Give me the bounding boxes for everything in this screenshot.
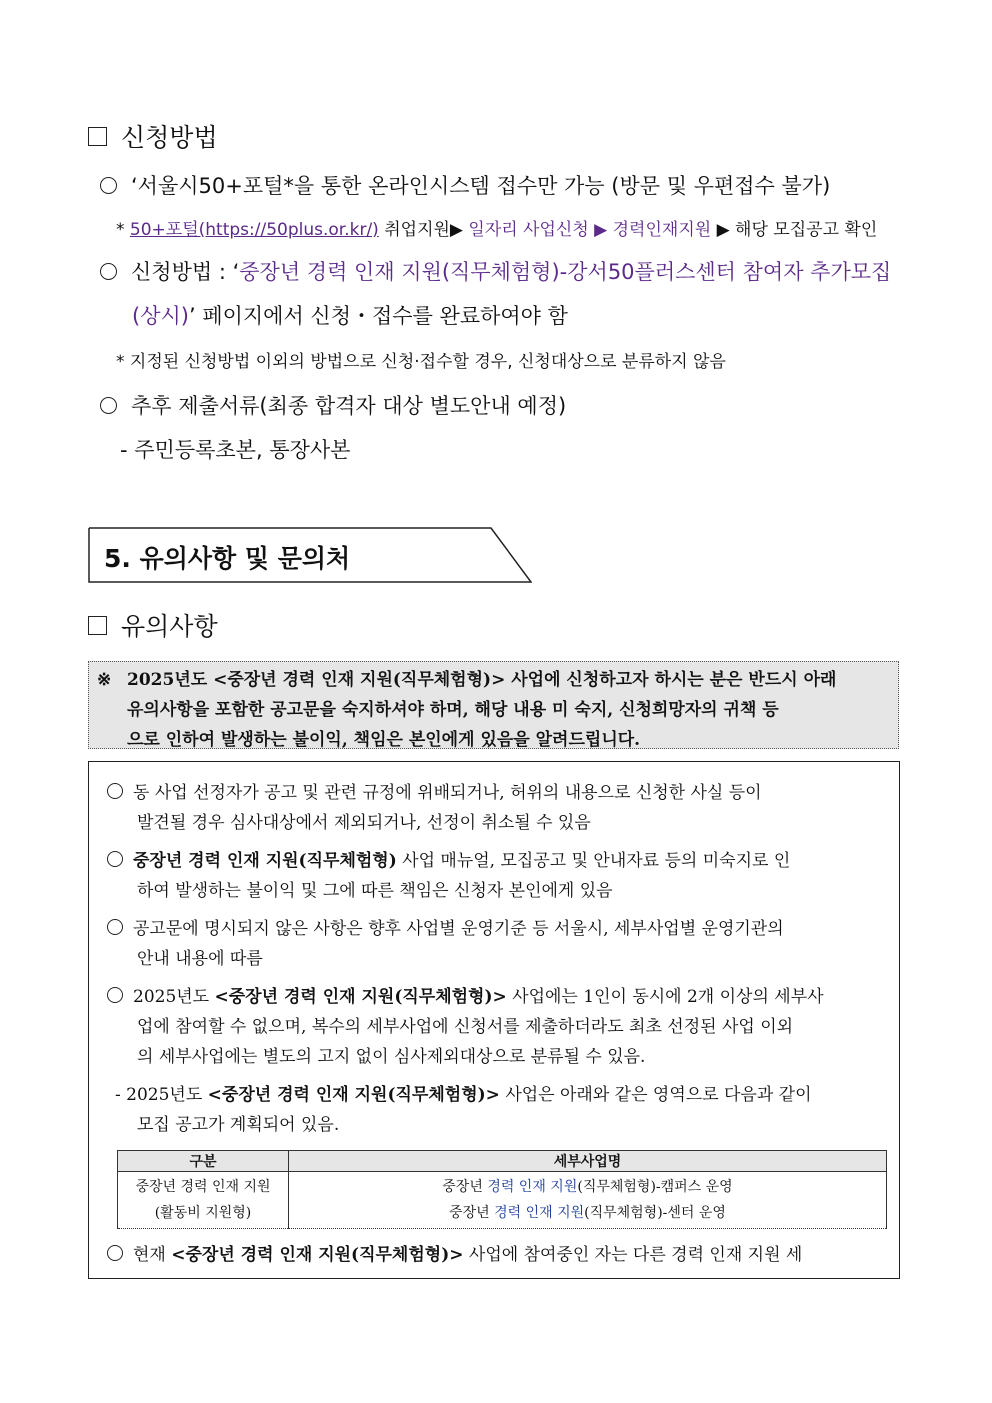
- precaution-2: 중장년 경력 인재 지원(직무체험형) 사업 매뉴얼, 모집공고 및 안내자료 등의 미숙지로 인 하여 발생하는 불이익 및 그에 따른 책임은 신청자 본인에게 있음: [107, 846, 885, 906]
- apply-heading: 신청방법: [88, 118, 218, 154]
- precautions-box: [88, 761, 900, 1279]
- precaution-1: 동 사업 선정자가 공고 및 관련 규정에 위배되거나, 허위의 내용으로 신청한 사실 등이 발견될 경우 심사대상에서 제외되거나, 선정이 취소될 수 있음: [107, 778, 885, 838]
- circle-bullet-icon: [107, 783, 123, 799]
- notes-heading: 유의사항: [88, 607, 218, 643]
- table-header-row: 구분 세부사업명: [118, 1151, 887, 1172]
- precaution-6: 현재 <중장년 경력 인재 지원(직무체험형)> 사업에 참여중인 자는 다른 경력 인재 지원 세: [107, 1240, 885, 1270]
- checkbox-square-icon: [88, 127, 107, 146]
- apply-note-1: * 50+포털(https://50plus.or.kr/) 취업지원▶ 일자리 사업신청 ▶ 경력인재지원 ▶ 해당 모집공고 확인: [116, 220, 878, 240]
- notice-box: ※ 2025년도 <중장년 경력 인재 지원(직무체험형)> 사업에 신청하고자 하시는 분은 반드시 아래 유의사항을 포함한 공고문을 숙지하셔야 하며, 해당 내용 미 숙지, 신청희망자의 귀책 등 으로 인하여 발생하는 불이익, 책임은 본인에게 있음을 알려드립니다.: [88, 661, 899, 749]
- apply-item-1: ‘서울시50+포털*을 통한 온라인시스템 접수만 가능 (방문 및 우편접수 불가): [100, 170, 830, 200]
- circle-bullet-icon: [100, 177, 117, 194]
- apply-item-2-line2: (상시)’ 페이지에서 신청・접수를 완료하여야 함: [132, 304, 568, 328]
- table-row: 중장년 경력 인재 지원 (활동비 지원형) 중장년 경력 인재 지원(직무체험형)-캠퍼스 운영 중장년 경력 인재 지원(직무체험형)-센터 운영: [118, 1172, 887, 1229]
- precaution-4: 2025년도 <중장년 경력 인재 지원(직무체험형)> 사업에는 1인이 동시에 2개 이상의 세부사 업에 참여할 수 없으며, 복수의 세부사업에 신청서를 제출하더라도 최초 선정된 사업 이외 의 세부사업에는 별도의 고지 없이 심사제외대상으로 분류될 수 있음.: [107, 982, 885, 1072]
- precaution-3: 공고문에 명시되지 않은 사항은 향후 사업별 운영기준 등 서울시, 세부사업별 운영기관의 안내 내용에 따름: [107, 914, 885, 974]
- apply-item-3-sub: - 주민등록초본, 통장사본: [120, 438, 351, 462]
- circle-bullet-icon: [107, 1245, 123, 1261]
- section-5-header: 5. 유의사항 및 문의처: [88, 527, 530, 581]
- apply-item-2: 신청방법 : ‘중장년 경력 인재 지원(직무체험형)-강서50플러스센터 참여자 추가모집: [100, 256, 891, 286]
- precaution-5: - 2025년도 <중장년 경력 인재 지원(직무체험형)> 사업은 아래와 같은 영역으로 다음과 같이 모집 공고가 계획되어 있음.: [115, 1085, 812, 1135]
- portal-link[interactable]: 50+포털(https://50plus.or.kr/): [129, 220, 379, 240]
- sub-program-table: [117, 1150, 887, 1229]
- circle-bullet-icon: [107, 987, 123, 1003]
- apply-note-2: * 지정된 신청방법 이외의 방법으로 신청·접수할 경우, 신청대상으로 분류하지 않음: [116, 352, 726, 372]
- circle-bullet-icon: [100, 263, 117, 280]
- circle-bullet-icon: [107, 851, 123, 867]
- circle-bullet-icon: [100, 397, 117, 414]
- checkbox-square-icon: [88, 616, 107, 635]
- circle-bullet-icon: [107, 919, 123, 935]
- apply-item-3: 추후 제출서류(최종 합격자 대상 별도안내 예정): [100, 390, 566, 420]
